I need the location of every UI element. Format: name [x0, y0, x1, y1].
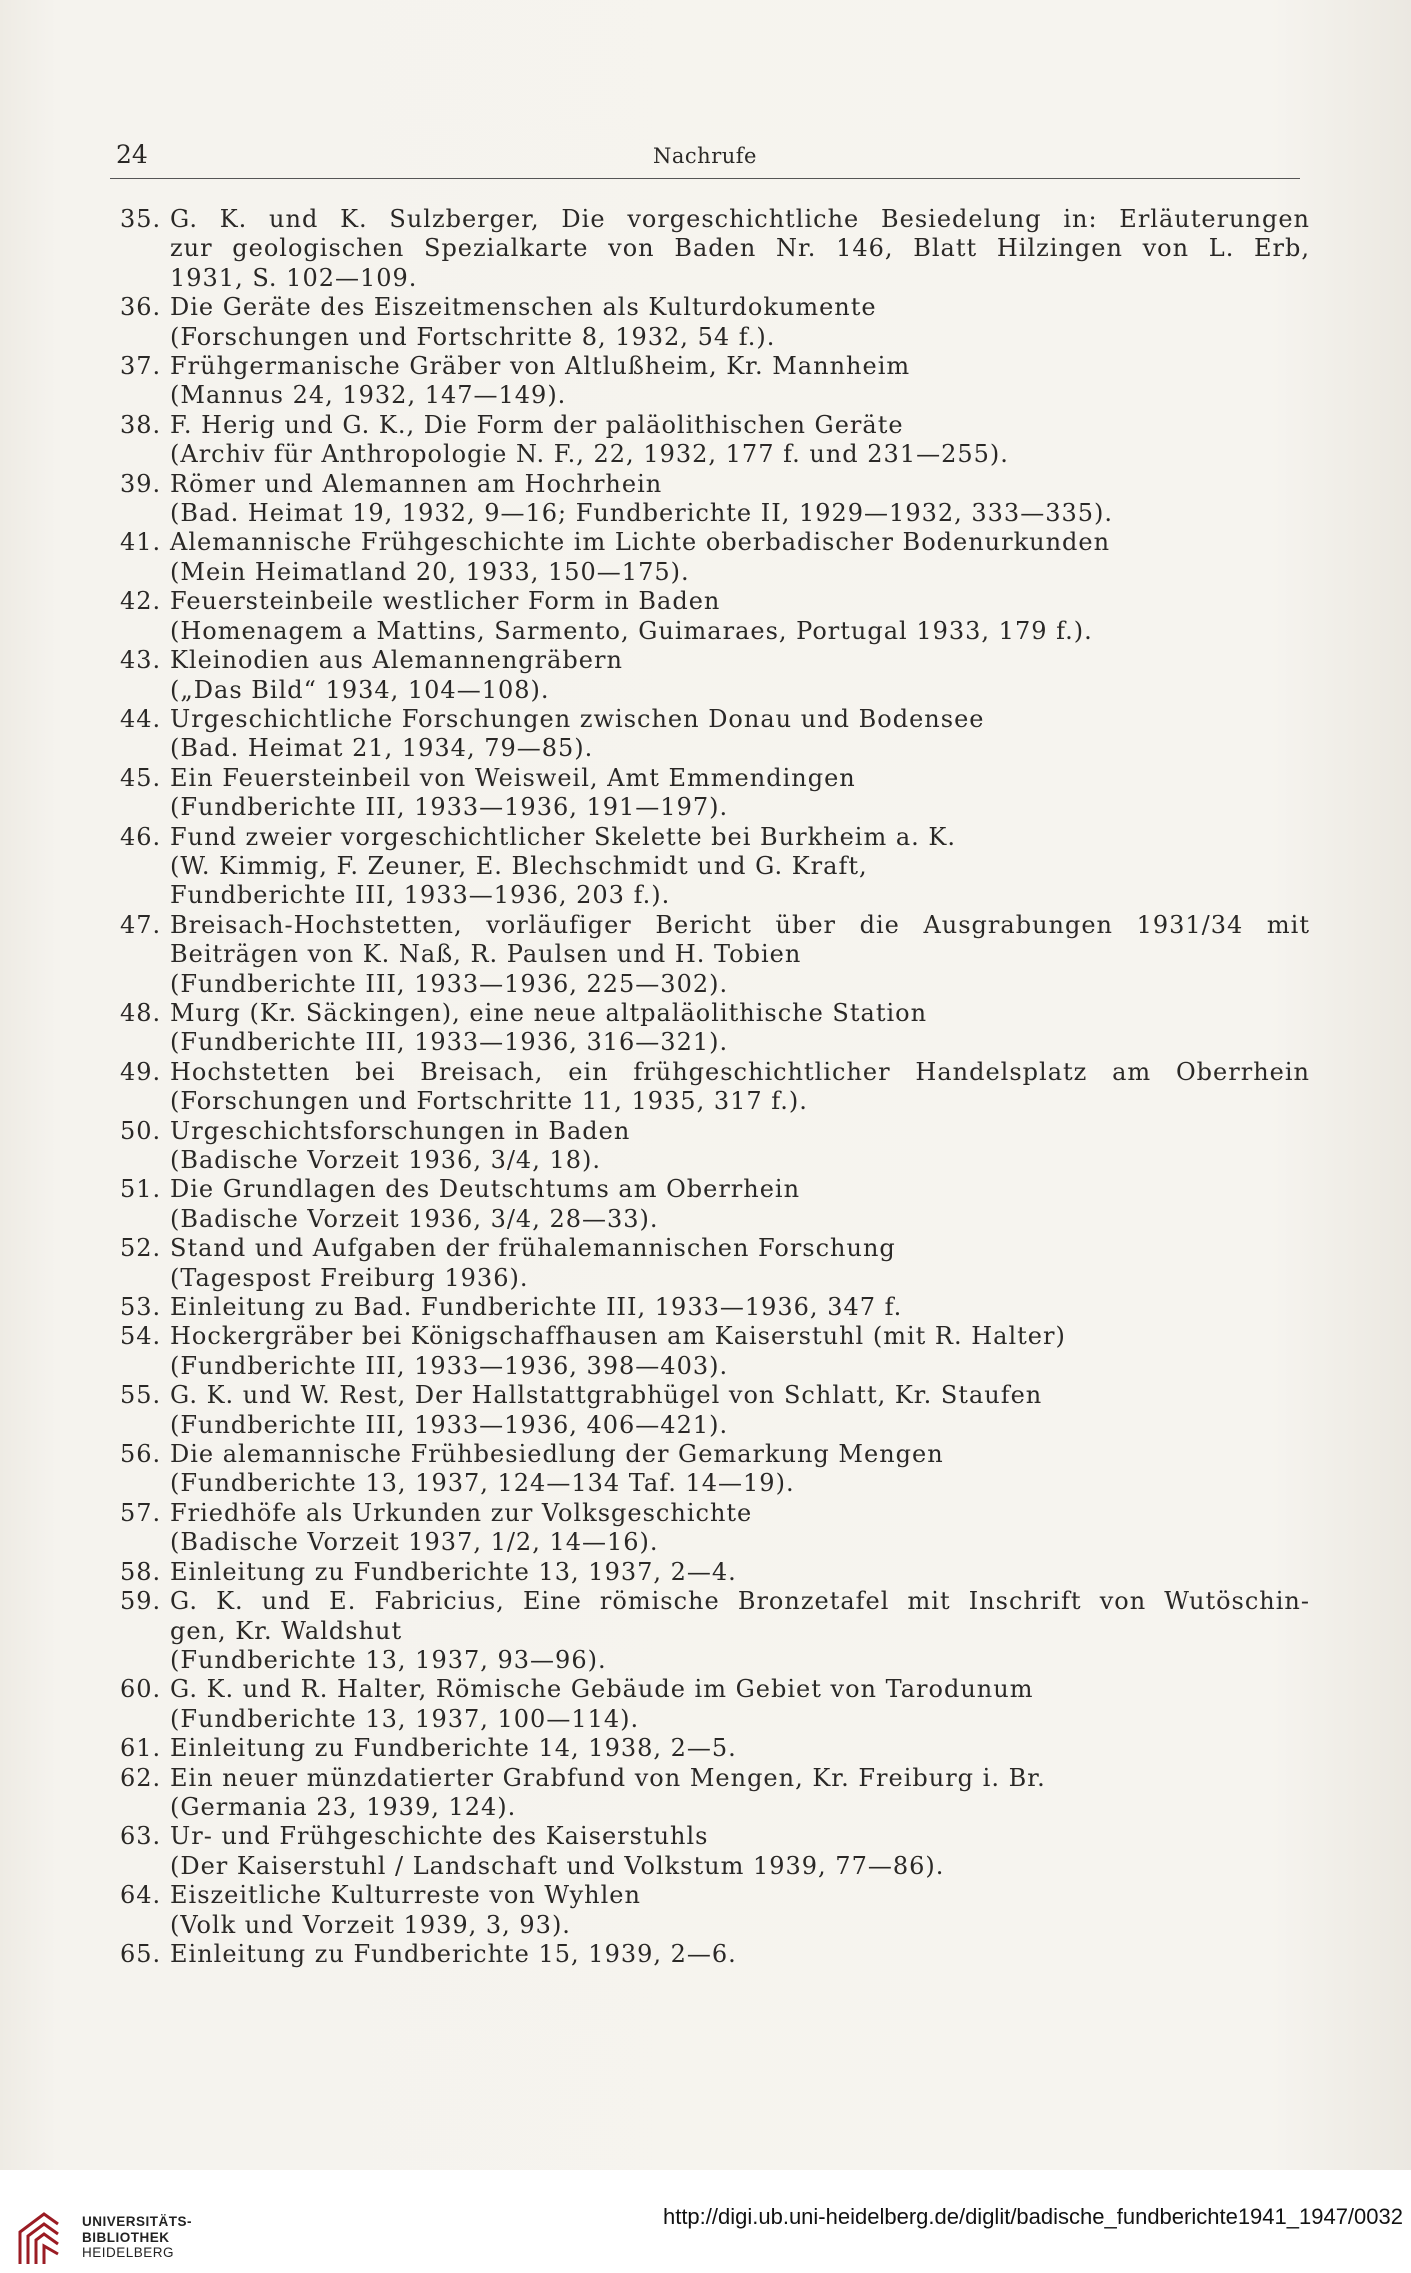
bibliography-entry [112, 293, 1310, 352]
bibliography-entry [112, 823, 1310, 911]
entry-text-line: Stand und Aufgaben der frühalemannischen Forschung [170, 1234, 896, 1263]
entry-text-line: G. K. und K. Sulzberger, Die vorgeschichtliche Besiedelung in: Erläuterungen [170, 205, 1310, 233]
entry-number: 47. [120, 910, 162, 939]
entry-text-line: (Bad. Heimat 21, 1934, 79—85). [170, 734, 594, 763]
entry-number: 39. [120, 469, 162, 498]
entry-text-line: Urgeschichtliche Forschungen zwischen Donau und Bodensee [170, 704, 985, 733]
entry-text-line: (Fundberichte III, 1933—1936, 406—421). [170, 1410, 729, 1439]
entry-number: 51. [120, 1175, 162, 1204]
entry-text-line: Die Grundlagen des Deutschtums am Oberrhein [170, 1175, 801, 1204]
entry-number: 41. [120, 528, 162, 557]
bibliography-entry [112, 470, 1310, 529]
entry-text-line: zur geologischen Spezialkarte von Baden Nr. 146, Blatt Hilzingen von L. Erb, [170, 234, 1310, 263]
bibliography-entry [112, 1322, 1310, 1381]
bibliography-entry [112, 205, 1310, 293]
entry-text-line: Alemannische Frühgeschichte im Lichte oberbadischer Bodenurkunden [170, 528, 1111, 557]
entry-text-line: (Mannus 24, 1932, 147—149). [170, 381, 567, 410]
entry-number: 59. [120, 1587, 162, 1616]
entry-text-line: (Mein Heimatland 20, 1933, 150—175). [170, 557, 690, 586]
entry-text-line: Einleitung zu Bad. Fundberichte III, 1933—1936, 347 f. [170, 1293, 903, 1322]
entry-number: 54. [120, 1322, 162, 1351]
entry-text-line: (Archiv für Anthropologie N. F., 22, 1932, 177 f. und 231—255). [170, 440, 1009, 469]
entry-text-line: (Fundberichte III, 1933—1936, 316—321). [170, 1028, 729, 1057]
entry-text-line: Ein Feuersteinbeil von Weisweil, Amt Emmendingen [170, 763, 856, 792]
entry-number: 36. [120, 293, 162, 322]
bibliography-entry [112, 1117, 1310, 1176]
page-number: 24 [116, 140, 148, 169]
entry-text-line: (Forschungen und Fortschritte 8, 1932, 54 f.). [170, 322, 776, 351]
bibliography-entry [112, 1587, 1310, 1675]
library-name-line: UNIVERSITÄTS- [82, 2214, 193, 2229]
entry-text-line: Hockergräber bei Königschaffhausen am Kaiserstuhl (mit R. Halter) [170, 1322, 1066, 1351]
entry-number: 58. [120, 1557, 162, 1586]
entry-text-line: (Der Kaiserstuhl / Landschaft und Volkstum 1939, 77—86). [170, 1851, 945, 1880]
entry-text-line: Römer und Alemannen am Hochrhein [170, 469, 663, 498]
entry-text-line: (Badische Vorzeit 1937, 1/2, 14—16). [170, 1528, 659, 1557]
entry-text-line: Hochstetten bei Breisach, ein frühgeschichtlicher Handelsplatz am Oberrhein [170, 1057, 1310, 1086]
entry-text-line: (Fundberichte 13, 1937, 124—134 Taf. 14—19). [170, 1469, 795, 1498]
entry-number: 62. [120, 1763, 162, 1792]
bibliography-entry [112, 1822, 1310, 1881]
entry-text-line: (Fundberichte 13, 1937, 100—114). [170, 1704, 640, 1733]
entry-number: 55. [120, 1381, 162, 1410]
entry-text-line: Murg (Kr. Säckingen), eine neue altpaläolithische Station [170, 998, 928, 1027]
bibliography-entry [112, 1499, 1310, 1558]
entry-text-line: G. K. und E. Fabricius, Eine römische Bronzetafel mit Inschrift von Wutöschin- [170, 1587, 1310, 1616]
bibliography-entry [112, 528, 1310, 587]
entry-text-line: Einleitung zu Fundberichte 14, 1938, 2—5. [170, 1734, 737, 1763]
entry-number: 63. [120, 1822, 162, 1851]
ub-heidelberg-logo-icon [14, 2210, 74, 2266]
entry-number: 56. [120, 1440, 162, 1469]
library-name [82, 2214, 192, 2261]
entry-text-line: („Das Bild“ 1934, 104—108). [170, 675, 550, 704]
entry-number: 65. [120, 1939, 162, 1968]
bibliography-entry [112, 1381, 1310, 1440]
bibliography-entry [112, 1764, 1310, 1823]
entry-text-line: Ur- und Frühgeschichte des Kaiserstuhls [170, 1822, 709, 1851]
running-head: Nachrufe [653, 144, 757, 168]
entry-number: 45. [120, 763, 162, 792]
bibliography-entry [112, 352, 1310, 411]
bibliography-entry [112, 1234, 1310, 1293]
entry-text-line: Frühgermanische Gräber von Altlußheim, Kr. Mannheim [170, 352, 911, 381]
entry-text-line: Einleitung zu Fundberichte 15, 1939, 2—6. [170, 1939, 737, 1968]
library-name-line: BIBLIOTHEK [82, 2229, 170, 2245]
entry-number: 48. [120, 998, 162, 1027]
entry-number: 44. [120, 704, 162, 733]
bibliography-entry [112, 411, 1310, 470]
entry-number: 35. [120, 205, 162, 233]
source-url-link[interactable]: http://digi.ub.uni-heidelberg.de/diglit/badische_fundberichte1941_1947/0032 [662, 2204, 1403, 2229]
entry-text-line: Ein neuer münzdatierter Grabfund von Mengen, Kr. Freiburg i. Br. [170, 1763, 1046, 1792]
bibliography-entry [112, 911, 1310, 999]
entry-text-line: G. K. und R. Halter, Römische Gebäude im Gebiet von Tarodunum [170, 1675, 1034, 1704]
entry-text-line: G. K. und W. Rest, Der Hallstattgrabhügel von Schlatt, Kr. Staufen [170, 1381, 1043, 1410]
entry-text-line: (Bad. Heimat 19, 1932, 9—16; Fundberichte II, 1929—1932, 333—335). [170, 499, 1113, 528]
entry-text-line: Beiträgen von K. Naß, R. Paulsen und H. Tobien [170, 940, 802, 969]
bibliography-entry [112, 1734, 1310, 1763]
bibliography-entry [112, 1558, 1310, 1587]
entry-text-line: (Badische Vorzeit 1936, 3/4, 18). [170, 1146, 601, 1174]
entry-text-line: 1931, S. 102—109. [170, 263, 418, 292]
entry-number: 52. [120, 1234, 162, 1263]
entry-text-line: Fund zweier vorgeschichtlicher Skelette bei Burkheim a. K. [170, 822, 956, 851]
entry-number: 50. [120, 1116, 162, 1145]
bibliography-entry [112, 1881, 1310, 1940]
entry-text-line: Kleinodien aus Alemannengräbern [170, 646, 623, 675]
bibliography-entry [112, 1940, 1310, 1969]
entry-text-line: gen, Kr. Waldshut [170, 1616, 403, 1645]
entry-text-line: (Homenagem a Mattins, Sarmento, Guimaraes, Portugal 1933, 179 f.). [170, 616, 1093, 645]
entry-number: 53. [120, 1293, 162, 1322]
entry-text-line: (Fundberichte 13, 1937, 93—96). [170, 1645, 607, 1674]
entry-number: 38. [120, 410, 162, 439]
entry-text-line: Friedhöfe als Urkunden zur Volksgeschichte [170, 1498, 753, 1527]
library-name-line: HEIDELBERG [82, 2245, 175, 2260]
entry-number: 43. [120, 646, 162, 675]
bibliography-entry [112, 1675, 1310, 1734]
entry-text-line: (Fundberichte III, 1933—1936, 225—302). [170, 969, 729, 998]
bibliography-entry [112, 587, 1310, 646]
entry-number: 64. [120, 1881, 162, 1910]
entry-text-line: (Volk und Vorzeit 1939, 3, 93). [170, 1910, 571, 1939]
entry-text-line: (Tagespost Freiburg 1936). [170, 1263, 529, 1292]
bibliography-entry [112, 1440, 1310, 1499]
digitization-footer [0, 2170, 1411, 2273]
entry-text-line: Eiszeitliche Kulturreste von Wyhlen [170, 1881, 641, 1910]
bibliography-entry [112, 705, 1310, 764]
bibliography-entry [112, 1058, 1310, 1117]
page-header [110, 138, 1300, 179]
entry-number: 46. [120, 822, 162, 851]
bibliography-entry [112, 999, 1310, 1058]
entry-number: 57. [120, 1498, 162, 1527]
entry-text-line: Urgeschichtsforschungen in Baden [170, 1116, 631, 1145]
entry-text-line: F. Herig und G. K., Die Form der paläolithischen Geräte [170, 410, 904, 439]
entry-text-line: (Forschungen und Fortschritte 11, 1935, 317 f.). [170, 1087, 808, 1116]
entry-text-line: (Fundberichte III, 1933—1936, 398—403). [170, 1351, 729, 1380]
bibliography-entry [112, 646, 1310, 705]
entry-text-line: (W. Kimmig, F. Zeuner, E. Blechschmidt und G. Kraft, [170, 851, 868, 880]
entry-number: 61. [120, 1734, 162, 1763]
entry-text-line: (Germania 23, 1939, 124). [170, 1792, 517, 1821]
bibliography-entry [112, 764, 1310, 823]
entry-text-line: Breisach-Hochstetten, vorläufiger Bericht über die Ausgrabungen 1931/34 mit [170, 910, 1310, 939]
entry-number: 42. [120, 587, 162, 616]
entry-number: 60. [120, 1675, 162, 1704]
entry-text-line: Fundberichte III, 1933—1936, 203 f.). [170, 881, 671, 910]
entry-text-line: (Fundberichte III, 1933—1936, 191—197). [170, 793, 729, 822]
entry-text-line: Feuersteinbeile westlicher Form in Baden [170, 587, 721, 616]
entry-text-line: Die alemannische Frühbesiedlung der Gemarkung Mengen [170, 1440, 944, 1469]
entry-text-line: (Badische Vorzeit 1936, 3/4, 28—33). [170, 1204, 659, 1233]
bibliography-entry [112, 1175, 1310, 1234]
bibliography-list [112, 205, 1310, 1969]
entry-text-line: Die Geräte des Eiszeitmenschen als Kulturdokumente [170, 293, 877, 322]
entry-text-line: Einleitung zu Fundberichte 13, 1937, 2—4. [170, 1557, 737, 1586]
bibliography-entry [112, 1293, 1310, 1322]
entry-number: 49. [120, 1057, 162, 1086]
entry-number: 37. [120, 352, 162, 381]
